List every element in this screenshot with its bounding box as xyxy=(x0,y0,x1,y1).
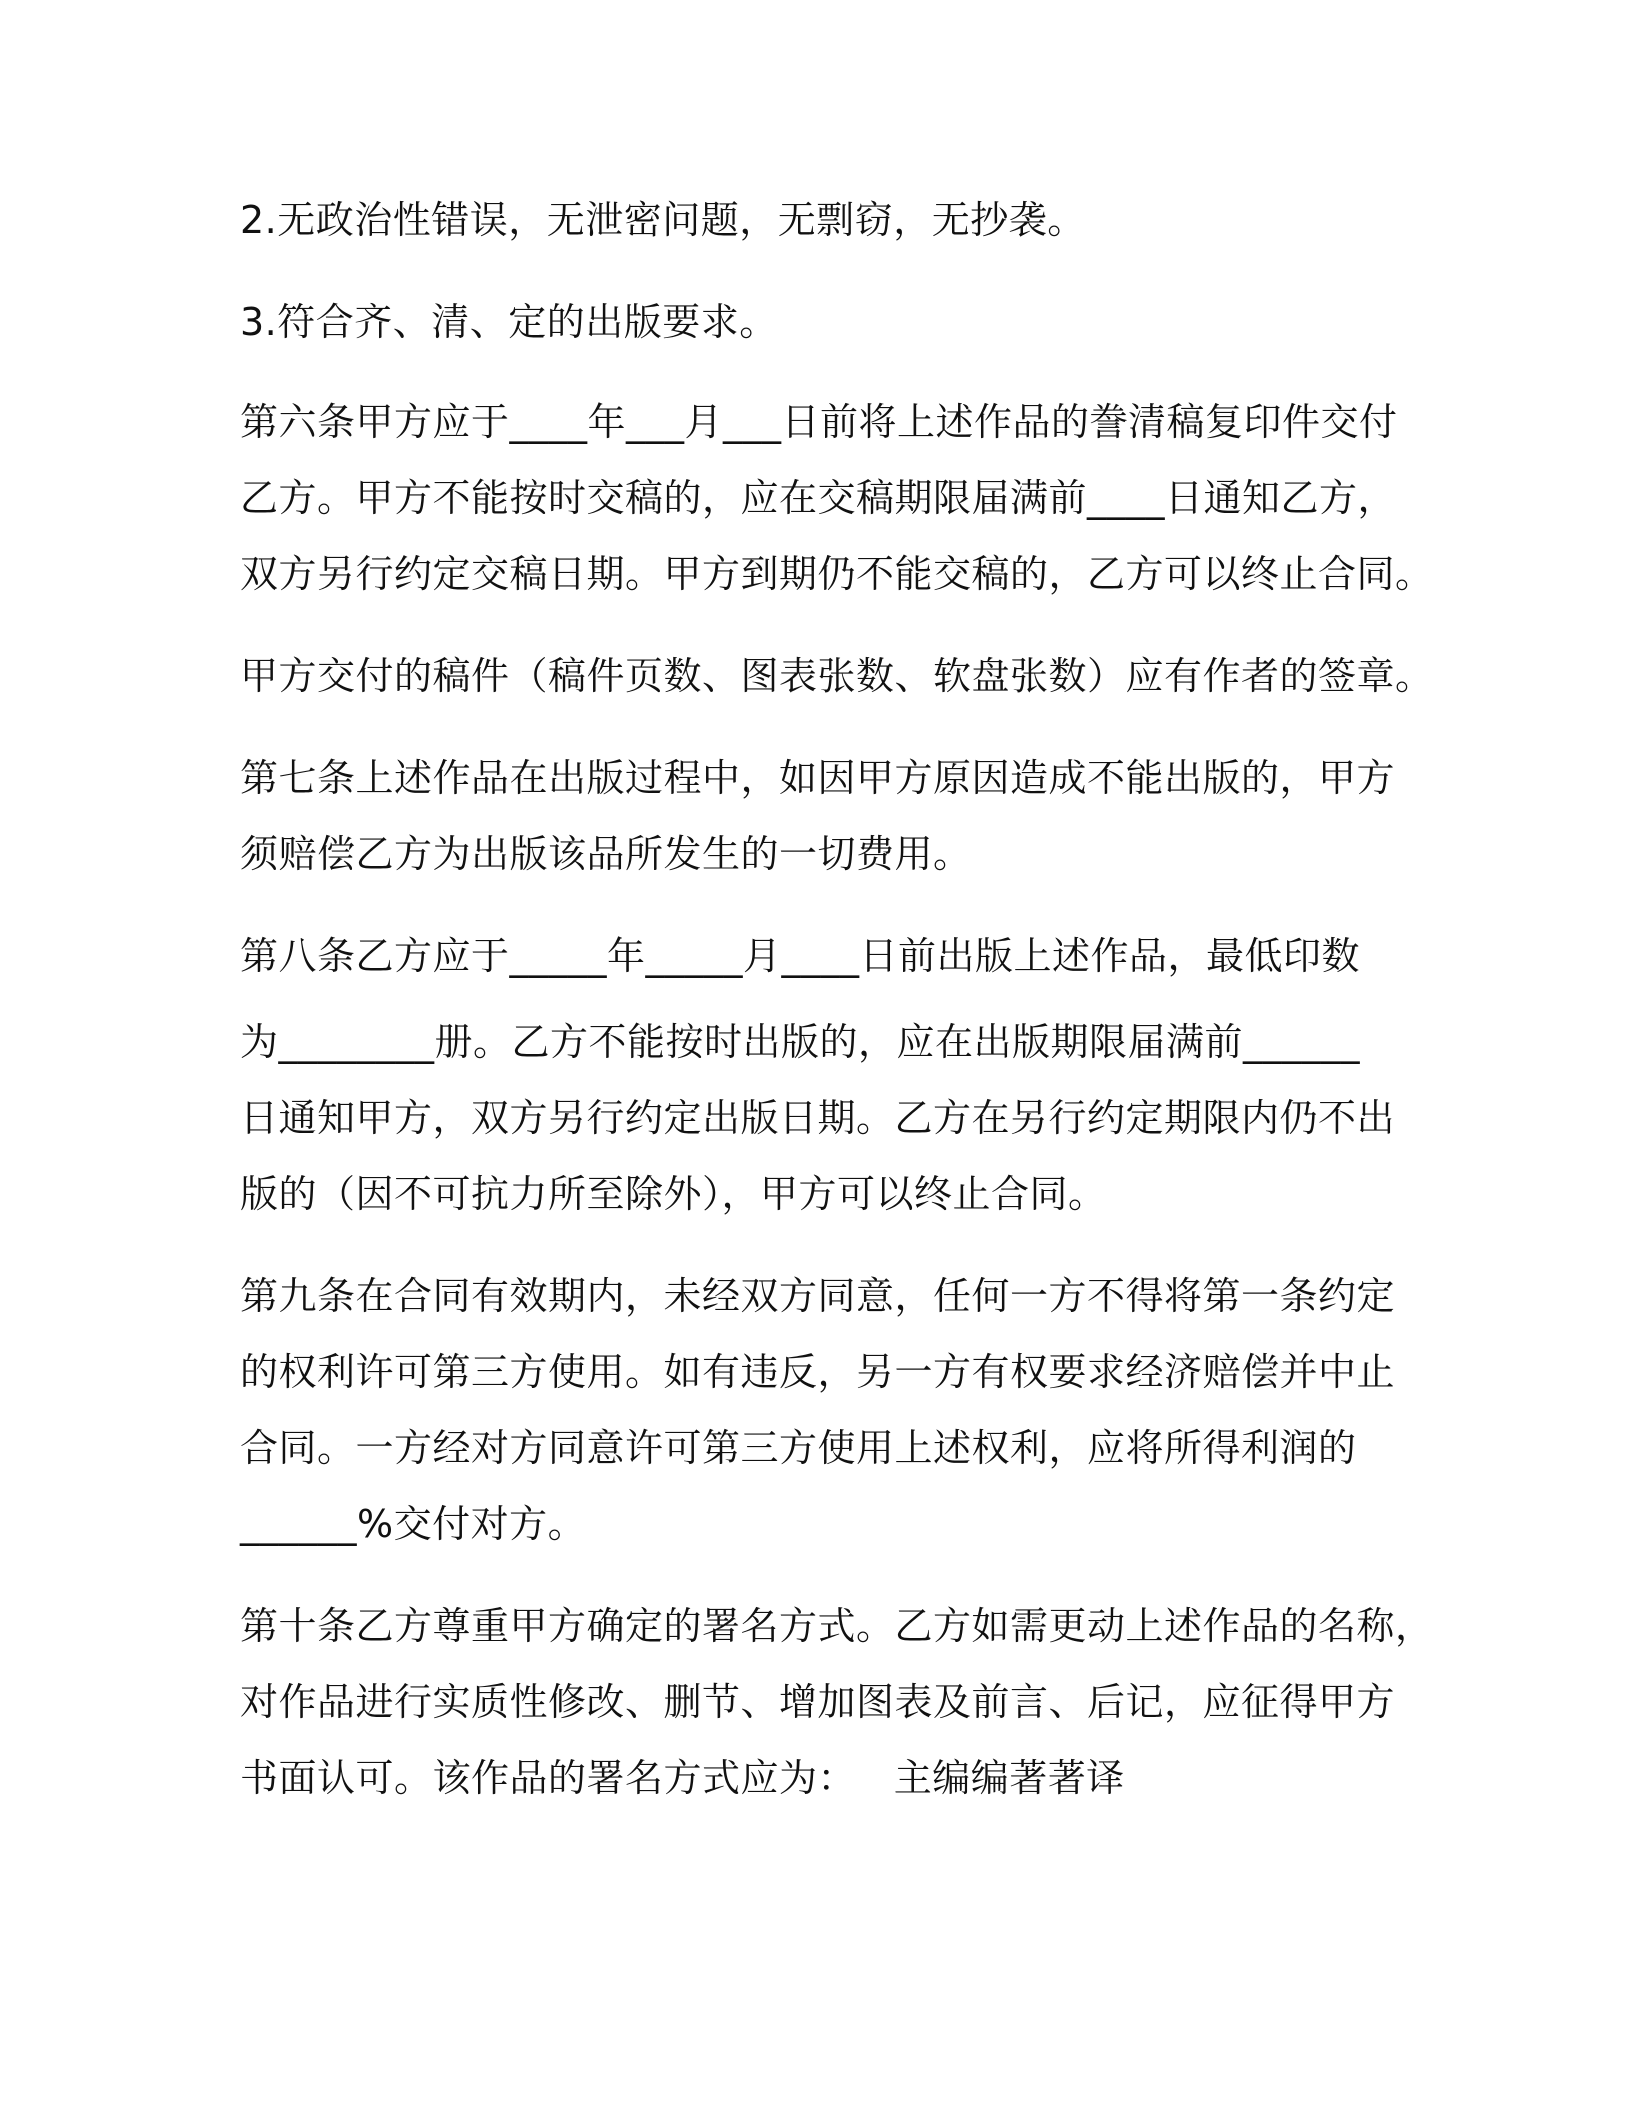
text-line: 版的（因不可抗力所至除外），甲方可以终止合同。 xyxy=(240,1172,1107,1216)
text-line: 须赔偿乙方为出版该品所发生的一切费用。 xyxy=(240,832,972,876)
text-line: 第七条上述作品在出版过程中，如因甲方原因造成不能出版的，甲方 xyxy=(240,756,1396,800)
text-line: 的权利许可第三方使用。如有违反，另一方有权要求经济赔偿并中止 xyxy=(240,1350,1396,1394)
text-line: 乙方。甲方不能按时交稿的，应在交稿期限届满前____日通知乙方， xyxy=(240,476,1397,520)
text-line: 对作品进行实质性修改、删节、增加图表及前言、后记，应征得甲方 xyxy=(240,1680,1396,1724)
text-line: 2.无政治性错误，无泄密问题，无剽窃，无抄袭。 xyxy=(240,198,1086,242)
text-line: 为________册。乙方不能按时出版的，应在出版期限届满前______ xyxy=(240,1020,1361,1064)
text-line: 第六条甲方应于____年___月___日前将上述作品的誊清稿复印件交付 xyxy=(240,400,1398,444)
text-line: ______%交付对方。 xyxy=(240,1502,587,1546)
text-line: 第九条在合同有效期内，未经双方同意，任何一方不得将第一条约定 xyxy=(240,1274,1396,1318)
text-line: 日通知甲方，双方另行约定出版日期。乙方在另行约定期限内仍不出 xyxy=(240,1096,1396,1140)
text-line: 第八条乙方应于_____年_____月____日前出版上述作品，最低印数 xyxy=(240,934,1361,978)
text-line: 甲方交付的稿件（稿件页数、图表张数、软盘张数）应有作者的签章。 xyxy=(240,654,1434,698)
text-line: 第十条乙方尊重甲方确定的署名方式。乙方如需更动上述作品的名称， xyxy=(240,1604,1434,1648)
text-line: 双方另行约定交稿日期。甲方到期仍不能交稿的，乙方可以终止合同。 xyxy=(240,552,1434,596)
text-line: 3.符合齐、清、定的出版要求。 xyxy=(240,300,778,344)
text-line: 合同。一方经对方同意许可第三方使用上述权利，应将所得利润的 xyxy=(240,1426,1357,1470)
text-line: 书面认可。该作品的署名方式应为： 主编编著著译 xyxy=(240,1756,1125,1800)
